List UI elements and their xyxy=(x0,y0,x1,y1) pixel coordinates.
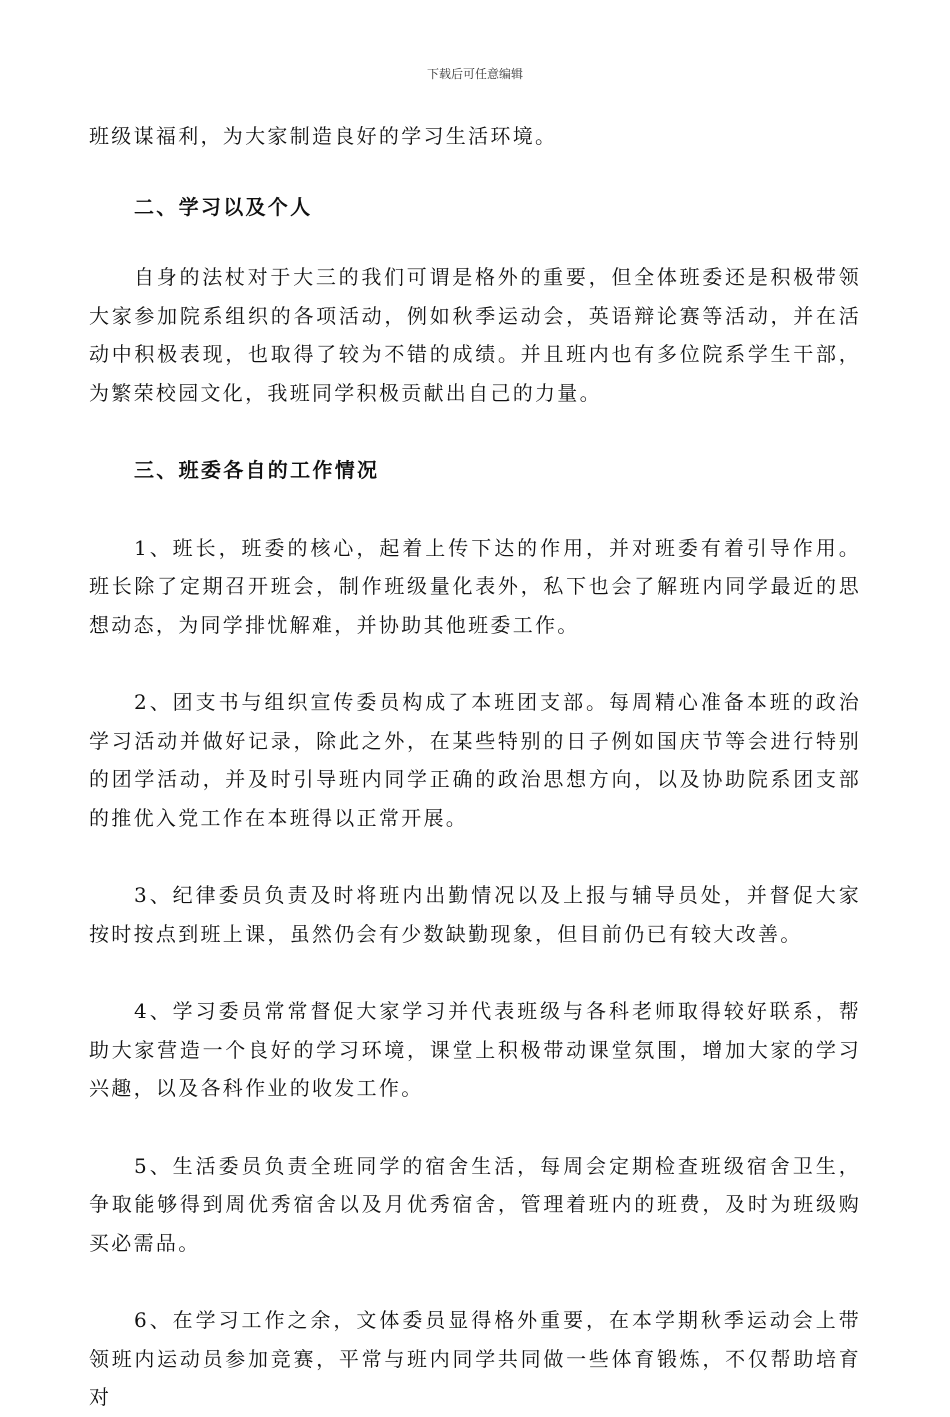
list-item-sports-committee: 6、在学习工作之余，文体委员显得格外重要，在本学期秋季运动会上带领班内运动员参加竞赛，平常与班内同学共同做一些体育锻炼，不仅帮助培育对 xyxy=(89,1308,861,1409)
page-header: 下载后可任意编辑 xyxy=(426,67,523,81)
section-heading-3: 三、班委各自的工作情况 xyxy=(134,458,380,482)
list-item-discipline: 3、纪律委员负责及时将班内出勤情况以及上报与辅导员处，并督促大家按时按点到班上课，虽然仍会有少数缺勤现象，但目前仍已有较大改善。 xyxy=(89,883,861,946)
list-item-monitor: 1、班长，班委的核心，起着上传下达的作用，并对班委有着引导作用。班长除了定期召开班会，制作班级量化表外，私下也会了解班内同学最近的思想动态，为同学排忧解难，并协助其他班委工作。 xyxy=(89,535,861,637)
list-item-league-secretary: 2、团支书与组织宣传委员构成了本班团支部。每周精心准备本班的政治学习活动并做好记录，除此之外，在某些特别的日子例如国庆节等会进行特别的团学活动，并及时引导班内同学正确的政治思想方向，以及协助院系团支部的推优入党工作在本班得以正常开展。 xyxy=(89,690,861,830)
document-body xyxy=(89,117,861,1417)
section-heading-2: 二、学习以及个人 xyxy=(134,194,313,219)
list-item-study-committee: 4、学习委员常常督促大家学习并代表班级与各科老师取得较好联系，帮助大家营造一个良好的学习环境，课堂上积极带动课堂氛围，增加大家的学习兴趣，以及各科作业的收发工作。 xyxy=(89,999,861,1100)
paragraph-study: 自身的法杖对于大三的我们可谓是格外的重要，但全体班委还是积极带领大家参加院系组织的各项活动，例如秋季运动会，英语辩论赛等活动，并在活动中积极表现，也取得了较为不错的成绩。并且班内也有多位院系学生干部，为繁荣校园文化，我班同学积极贡献出自己的力量。 xyxy=(89,265,861,405)
paragraph-continuation: 班级谋福利，为大家制造良好的学习生活环境。 xyxy=(89,124,558,148)
list-item-life-committee: 5、生活委员负责全班同学的宿舍生活，每周会定期检查班级宿舍卫生，争取能够得到周优秀宿舍以及月优秀宿舍，管理着班内的班费，及时为班级购买必需品。 xyxy=(89,1153,861,1255)
